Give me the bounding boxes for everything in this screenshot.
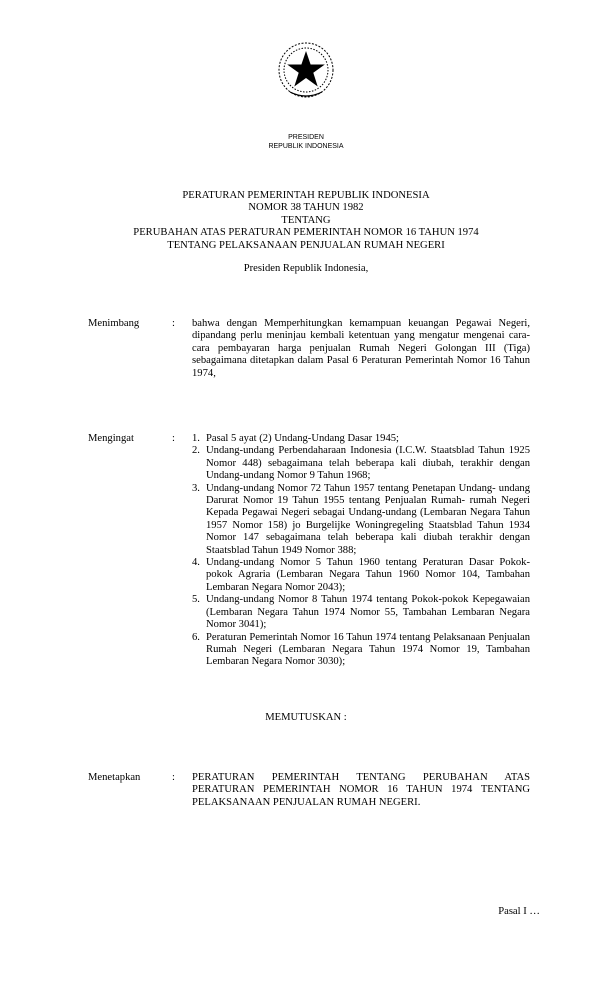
item-text: Peraturan Pemerintah Nomor 16 Tahun 1974 tentang Pelaksanaan Penjualan Rumah Negeri (Lembaran Negara Tahun 1974 Nomor 19, Tambahan Lembaran Negara Nomor 3030); <box>206 631 530 668</box>
mengingat-label: Mengingat <box>88 433 134 444</box>
mengingat-list <box>192 433 530 669</box>
menimbang-text: bahwa dengan Memperhitungkan kemampuan keuangan Pegawai Negeri, dipandang perlu meninjau kembali ketentuan yang mengatur mengenai cara-cara pembayaran harga penjualan Rumah Negeri Golongan III (Tiga) sebagaimana ditetapkan dalam Pasal 6 Peraturan Pemerintah Nomor 16 Tahun 1974, <box>192 318 530 379</box>
title-line: PERATURAN PEMERINTAH REPUBLIK INDONESIA <box>182 190 430 201</box>
menimbang-colon: : <box>172 318 175 329</box>
garuda-emblem-icon <box>276 40 336 102</box>
list-item <box>192 632 530 669</box>
item-number: 4. <box>192 557 200 569</box>
list-item <box>192 433 530 445</box>
list-item <box>192 594 530 631</box>
mengingat-colon: : <box>172 433 175 444</box>
page-continuation: Pasal I … <box>498 906 540 917</box>
item-number: 6. <box>192 631 200 643</box>
item-text: Undang-undang Nomor 8 Tahun 1974 tentang Pokok-pokok Kepegawaian (Lembaran Negara Tahun 1974 Nomor 55, Tambahan Lembaran Negara Nomor 3041); <box>206 594 530 631</box>
item-text: Undang-undang Nomor 5 Tahun 1960 tentang Peraturan Dasar Pokok-pokok Agraria (Lembaran Negara Tahun 1960 Nomor 104, Tambahan Lembaran Negara Nomor 2043); <box>206 557 530 593</box>
menetapkan-text: PERATURAN PEMERINTAH TENTANG PERUBAHAN ATAS PERATURAN PEMERINTAH NOMOR 16 TAHUN 1974 TENTANG PELAKSANAAN PENJUALAN RUMAH NEGERI. <box>192 772 530 808</box>
preamble: Presiden Republik Indonesia, <box>243 263 369 274</box>
menimbang-label: Menimbang <box>88 318 140 329</box>
menetapkan-colon: : <box>172 772 175 783</box>
item-text: Undang-undang Perbendaharaan Indonesia (I.C.W. Staatsblad Tahun 1925 Nomor 448) sebagaimana telah beberapa kali diubah, terakhir dengan Undang-undang Nomor 9 Tahun 1968; <box>206 445 530 482</box>
item-text: Pasal 5 ayat (2) Undang-Undang Dasar 1945; <box>206 433 399 444</box>
list-item <box>192 557 530 594</box>
title-line: TENTANG PELAKSANAAN PENJUALAN RUMAH NEGERI <box>167 239 445 251</box>
document-title <box>0 190 612 252</box>
item-number: 2. <box>192 445 200 457</box>
header-presiden: PRESIDEN <box>288 134 324 141</box>
title-line: NOMOR 38 TAHUN 1982 <box>248 202 364 214</box>
title-line: TENTANG <box>281 214 331 226</box>
list-item <box>192 483 530 557</box>
menetapkan-label: Menetapkan <box>88 772 141 783</box>
item-number: 5. <box>192 594 200 606</box>
list-item <box>192 445 530 482</box>
item-number: 1. <box>192 433 200 444</box>
memutuskan-heading: MEMUTUSKAN : <box>265 712 347 723</box>
item-text: Undang-undang Nomor 72 Tahun 1957 tentang Penetapan Undang- undang Darurat Nomor 19 Tahun 1955 tentang Penjualan Rumah- rumah Negeri Kepada Pegawai Negeri sebagai Undang-undang (Lembaran Negara Tahun 1957 Nomor 158) jo Burgelijke Woningregeling Staatsblad Tahun 1934 Nomor 147 sebagaimana telah beberapa kali diubah terakhir dengan Staatsblad Tahun 1949 Nomor 388; <box>206 482 530 556</box>
title-line: PERUBAHAN ATAS PERATURAN PEMERINTAH NOMOR 16 TAHUN 1974 <box>133 227 479 239</box>
item-number: 3. <box>192 482 200 494</box>
header-republik: REPUBLIK INDONESIA <box>268 143 344 150</box>
